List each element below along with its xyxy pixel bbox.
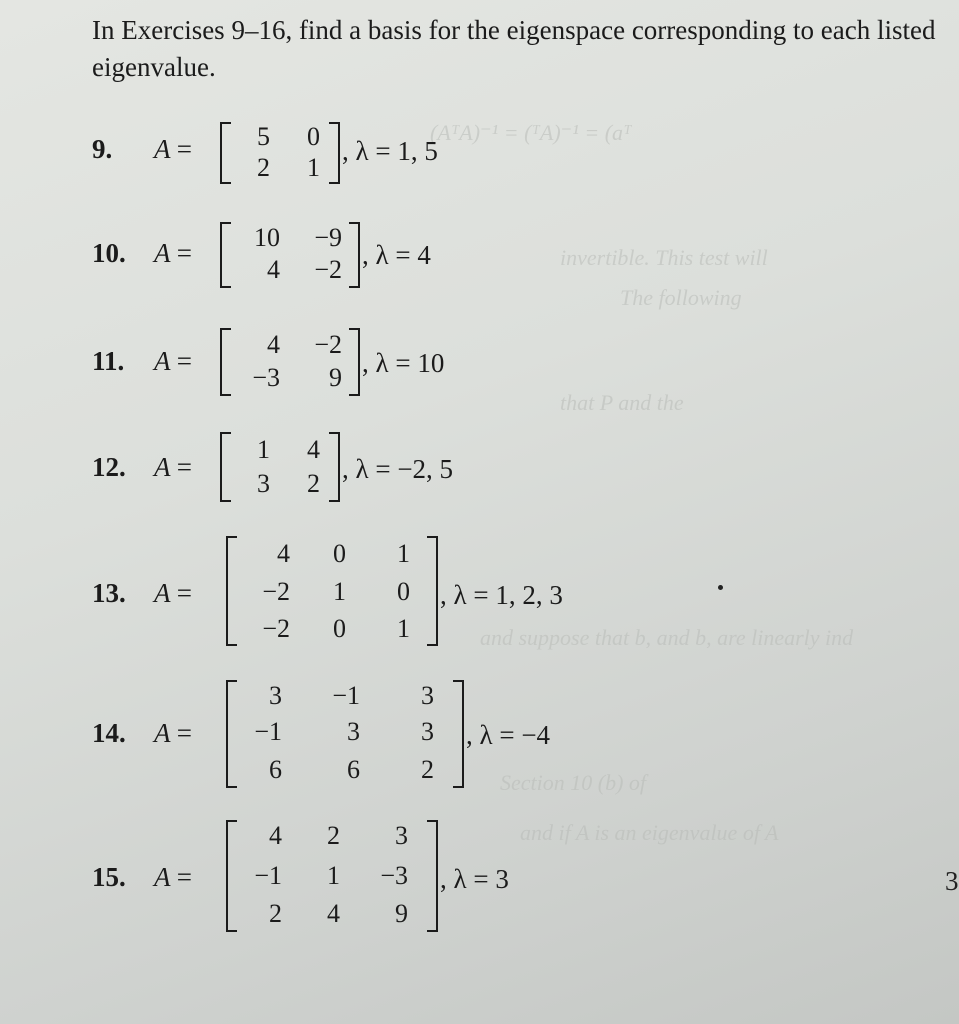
matrix-cell: 4 xyxy=(327,899,340,928)
matrix-cell: 6 xyxy=(347,755,360,784)
matrix-cell: 3 xyxy=(347,717,360,746)
matrix-cell: −1 xyxy=(254,861,282,890)
eigenvalue-list: , λ = 3 xyxy=(440,864,509,894)
matrix xyxy=(226,680,464,788)
exercise-number: 11. xyxy=(92,346,125,376)
exercise-13 xyxy=(92,536,792,648)
matrix-cell: −1 xyxy=(254,717,282,746)
matrix-cell: 1 xyxy=(397,614,410,643)
matrix-cell: 3 xyxy=(395,821,408,850)
matrix-cell: 6 xyxy=(269,755,282,784)
matrix-variable: A = xyxy=(154,134,192,164)
matrix-cell: 2 xyxy=(269,899,282,928)
matrix xyxy=(226,820,438,932)
matrix-cell: 4 xyxy=(307,435,320,464)
exercise-10 xyxy=(92,222,792,292)
eigenvalue-list: , λ = 10 xyxy=(362,348,445,378)
eigenvalue-list: , λ = 1, 5 xyxy=(342,136,438,166)
matrix-cell: 3 xyxy=(421,717,434,746)
matrix-cell: 1 xyxy=(307,153,320,182)
matrix-cell: 1 xyxy=(333,577,346,606)
matrix-variable: A = xyxy=(154,718,192,748)
matrix-cell: 9 xyxy=(395,899,408,928)
right-bracket xyxy=(349,222,360,288)
matrix-cell: −2 xyxy=(262,577,290,606)
exercise-number: 9. xyxy=(92,134,113,164)
matrix-cell: −2 xyxy=(262,614,290,643)
right-bracket xyxy=(329,432,340,502)
left-bracket xyxy=(220,432,231,502)
matrix-cell: 0 xyxy=(307,122,320,151)
matrix-cell: 4 xyxy=(267,255,280,284)
matrix-cell: −2 xyxy=(314,255,342,284)
matrix xyxy=(220,432,340,502)
matrix-variable: A = xyxy=(154,578,192,608)
matrix-cell: −9 xyxy=(314,223,342,252)
left-bracket xyxy=(226,820,237,932)
exercise-number: 13. xyxy=(92,578,126,608)
matrix xyxy=(220,122,340,184)
bleed-through-text: and if A is an eigenvalue of A xyxy=(520,820,779,845)
matrix xyxy=(220,328,360,396)
matrix-cell: 1 xyxy=(397,539,410,568)
eigenvalue-list: , λ = −4 xyxy=(466,720,551,750)
right-bracket xyxy=(427,536,438,646)
matrix-cell: 2 xyxy=(257,153,270,182)
exercise-12 xyxy=(92,432,792,504)
exercise-9 xyxy=(92,122,792,192)
matrix-cell: 4 xyxy=(267,330,280,359)
matrix-cell: 3 xyxy=(421,681,434,710)
matrix-cell: 0 xyxy=(397,577,410,606)
exercise-number: 10. xyxy=(92,238,126,268)
left-bracket xyxy=(226,680,237,788)
bleed-through-text: and suppose that b, and b, are linearly ind xyxy=(480,625,854,650)
exercise-number: 15. xyxy=(92,862,126,892)
exercise-15 xyxy=(92,820,792,932)
matrix-cell: 4 xyxy=(269,821,282,850)
bleed-through-text: that P and the xyxy=(560,390,684,415)
bleed-through-text: The following xyxy=(620,285,742,310)
right-bracket xyxy=(329,122,340,184)
matrix-cell: 2 xyxy=(327,821,340,850)
matrix-cell: −1 xyxy=(332,681,360,710)
left-bracket xyxy=(220,122,231,184)
matrix-cell: 3 xyxy=(269,681,282,710)
exercise-number: 12. xyxy=(92,452,126,482)
matrix-variable: A = xyxy=(154,346,192,376)
bleed-through-text: Section 10 (b) of xyxy=(500,770,647,795)
matrix xyxy=(226,536,438,646)
matrix-cell: 10 xyxy=(254,223,280,252)
matrix-cell: 3 xyxy=(257,469,270,498)
matrix-cell: 1 xyxy=(257,435,270,464)
right-bracket xyxy=(349,328,360,396)
matrix-cell: 1 xyxy=(327,861,340,890)
bleed-through-text: (AᵀA)⁻¹ = (ᵀA)⁻¹ = (aᵀ xyxy=(430,120,632,145)
matrix-cell: 2 xyxy=(421,755,434,784)
left-bracket xyxy=(220,328,231,396)
matrix-cell: −3 xyxy=(380,861,408,890)
eigenvalue-list: , λ = −2, 5 xyxy=(342,454,454,484)
exercise-number: 14. xyxy=(92,718,126,748)
matrix-cell: 9 xyxy=(329,363,342,392)
right-bracket xyxy=(453,680,464,788)
matrix-variable: A = xyxy=(154,862,192,892)
eigenvalue-list: , λ = 4 xyxy=(362,240,431,270)
left-bracket xyxy=(220,222,231,288)
exercise-14 xyxy=(92,680,792,792)
cut-off-number: 3 xyxy=(945,866,959,896)
matrix-variable: A = xyxy=(154,452,192,482)
eigenvalue-list: , λ = 1, 2, 3 xyxy=(440,580,563,610)
exercise-instructions: In Exercises 9–16, find a basis for the eigenspace corresponding to each listed eigenvalue. xyxy=(92,15,936,82)
left-bracket xyxy=(226,536,237,646)
matrix-cell: 5 xyxy=(257,122,270,151)
matrix-cell: 4 xyxy=(277,539,290,568)
exercise-11 xyxy=(92,328,792,400)
matrix xyxy=(220,222,360,288)
matrix-cell: −3 xyxy=(252,363,280,392)
matrix-cell: −2 xyxy=(314,330,342,359)
matrix-cell: 2 xyxy=(307,469,320,498)
matrix-variable: A = xyxy=(154,238,192,268)
right-bracket xyxy=(427,820,438,932)
matrix-cell: 0 xyxy=(333,614,346,643)
bleed-through-text: invertible. This test will xyxy=(560,245,768,270)
stray-dot xyxy=(718,585,723,590)
matrix-cell: 0 xyxy=(333,539,346,568)
